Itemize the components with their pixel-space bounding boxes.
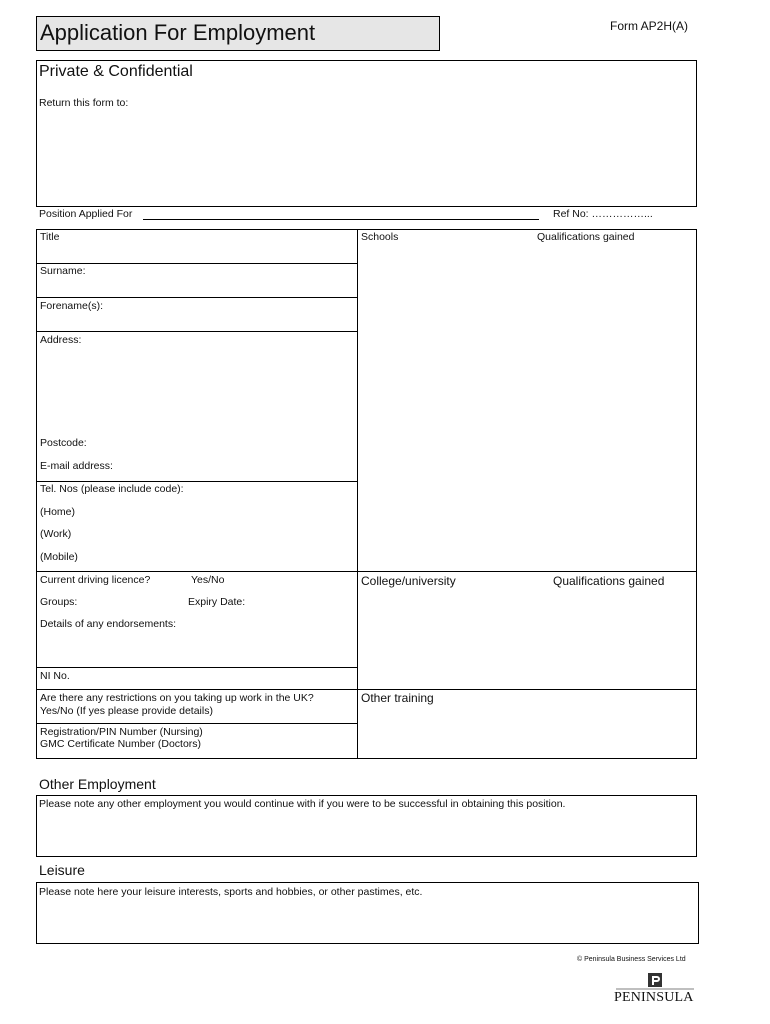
copyright-notice: © Peninsula Business Services Ltd [577,956,686,963]
tel-home-field[interactable]: (Home) [40,506,76,518]
school-qualifications-field[interactable]: Qualifications gained [537,231,635,243]
other-employment-heading: Other Employment [39,776,156,792]
divider-surname [36,297,357,298]
gmc-certificate-field[interactable]: GMC Certificate Number (Doctors) [40,738,202,750]
college-qualifications-field[interactable]: Qualifications gained [553,574,665,588]
divider-tel [36,571,357,572]
divider-ni [36,689,357,690]
confidential-heading: Private & Confidential [39,63,193,80]
leisure-heading: Leisure [39,862,85,878]
other-employment-box[interactable] [36,795,697,857]
forenames-field[interactable]: Forename(s): [40,300,104,312]
licence-groups-field[interactable]: Groups: [40,596,78,608]
leisure-box[interactable] [36,882,699,944]
surname-field[interactable]: Surname: [40,265,86,277]
peninsula-logo-text: PENINSULA [614,990,694,1005]
other-training-field[interactable]: Other training [361,691,434,705]
other-employment-note: Please note any other employment you would continue with if you were to be successful in obtaining this position. [39,798,566,810]
registration-pin-field[interactable]: Registration/PIN Number (Nursing) [40,726,203,738]
tel-mobile-field[interactable]: (Mobile) [40,551,78,563]
email-field[interactable]: E-mail address: [40,460,113,472]
schools-field[interactable]: Schools [361,231,399,243]
return-form-label: Return this form to: [39,97,129,109]
divider-address [36,481,357,482]
leisure-note: Please note here your leisure interests, sports and hobbies, or other pastimes, etc. [39,886,423,898]
divider-restrictions [36,723,357,724]
tel-work-field[interactable]: (Work) [40,528,72,540]
postcode-field[interactable]: Postcode: [40,437,87,449]
form-code: Form AP2H(A) [610,19,689,33]
ref-no-label[interactable]: Ref No: ……………... [553,208,653,220]
position-input-line[interactable] [143,219,539,220]
restrictions-question: Are there any restrictions on you taking up work in the UK? [40,692,314,704]
divider-schools [357,571,697,572]
licence-expiry-field[interactable]: Expiry Date: [188,596,246,608]
divider-title [36,263,357,264]
endorsements-field[interactable]: Details of any endorsements: [40,618,176,630]
position-label: Position Applied For [39,208,133,220]
divider-forenames [36,331,357,332]
peninsula-logo [612,972,698,1008]
driving-licence-yes-no[interactable]: Yes/No [191,574,225,586]
tel-label: Tel. Nos (please include code): [40,483,184,495]
college-university-field[interactable]: College/university [361,574,456,588]
title-field[interactable]: Title [40,231,60,243]
address-field[interactable]: Address: [40,334,82,346]
ni-number-field[interactable]: NI No. [40,670,70,682]
page-title: Application For Employment [40,20,316,45]
title-box [36,16,440,51]
grid-divider [357,229,358,759]
confidential-box[interactable] [36,60,697,207]
divider-college [357,689,697,690]
restrictions-yes-no[interactable]: Yes/No (If yes please provide details) [40,705,213,717]
driving-licence-label: Current driving licence? [40,574,151,586]
divider-licence [36,667,357,668]
